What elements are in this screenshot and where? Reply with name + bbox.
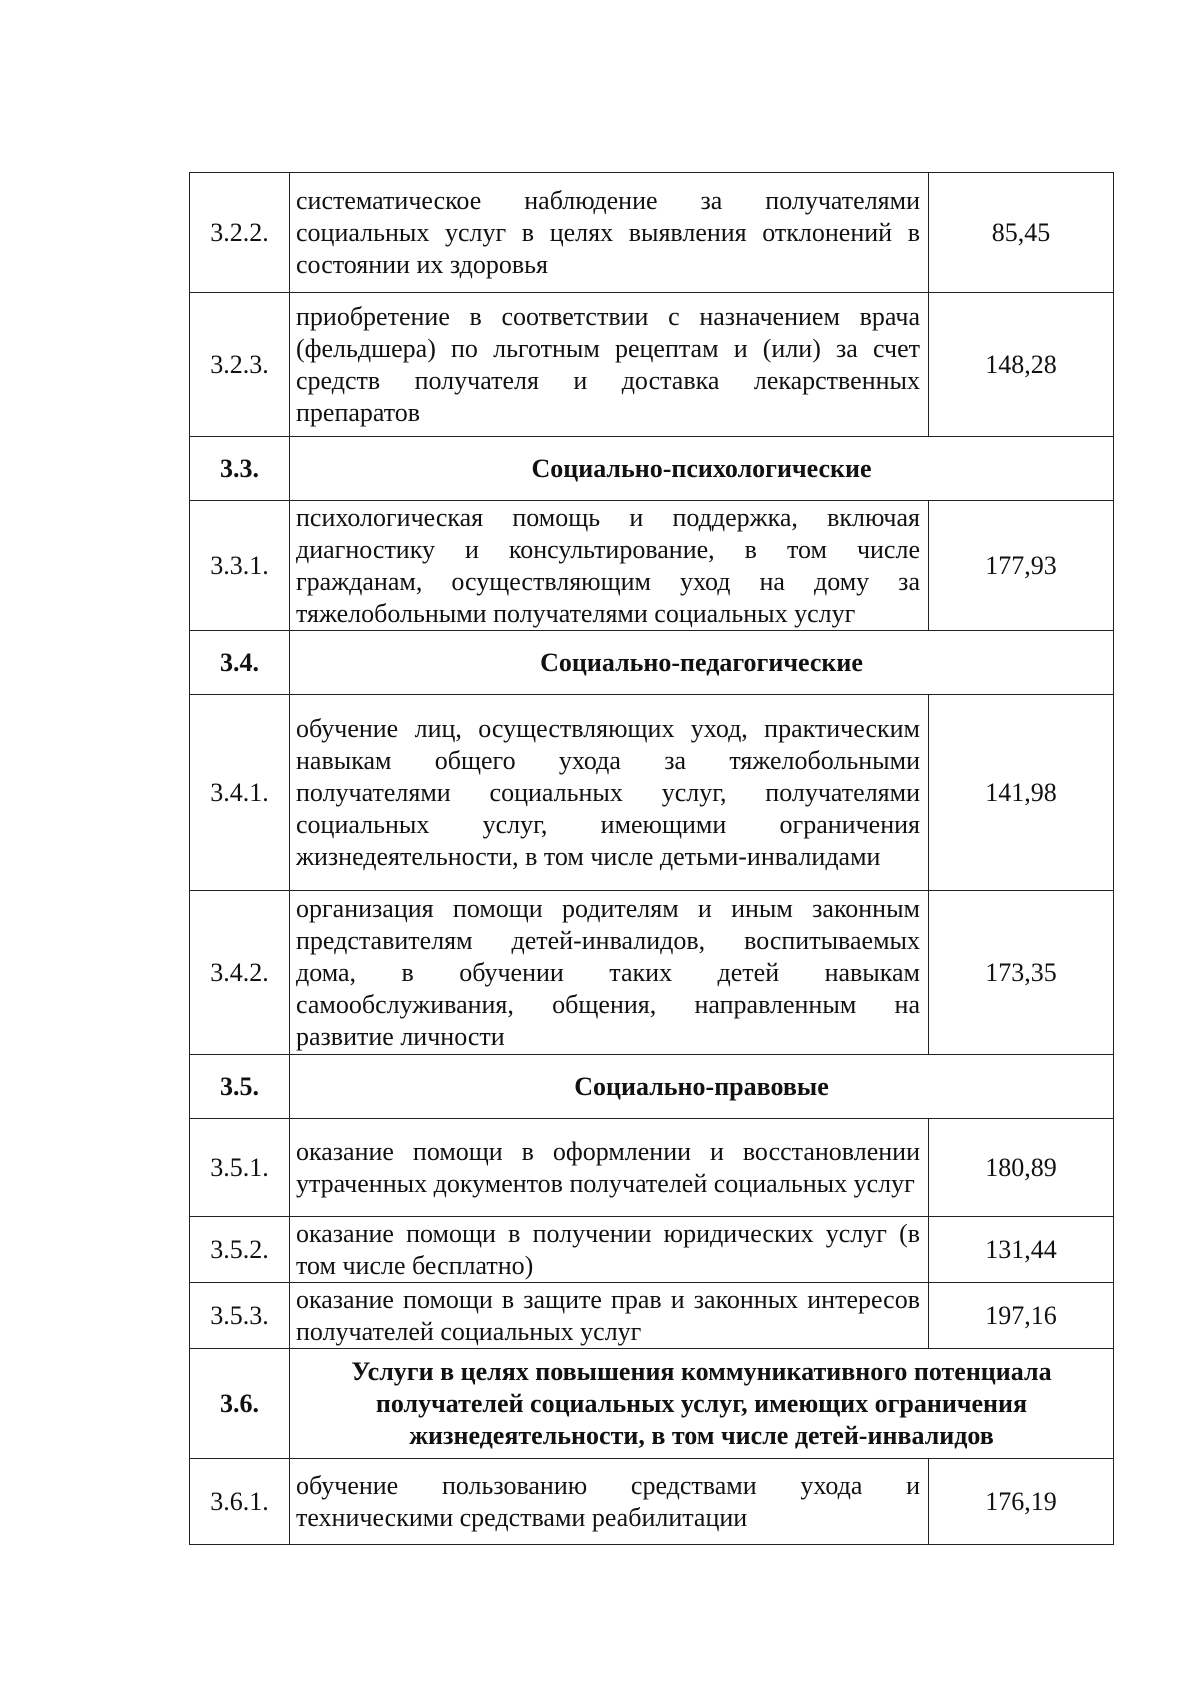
service-price: 141,98 (929, 695, 1114, 891)
service-description: организация помощи родителям и иным законным представителям детей-инвалидов, воспитываемых дома, в обучении таких детей навыкам самообслуживания, общения, направленным на развитие личности (290, 891, 929, 1055)
section-title: Социально-педагогические (290, 631, 1114, 695)
table-row (190, 1217, 1114, 1283)
section-number: 3.6. (190, 1349, 290, 1459)
service-number: 3.6.1. (190, 1459, 290, 1545)
section-number: 3.3. (190, 437, 290, 501)
service-number: 3.2.3. (190, 293, 290, 437)
table-row (190, 891, 1114, 1055)
section-row (190, 1349, 1114, 1459)
table-row (190, 1119, 1114, 1217)
table-body (190, 173, 1114, 1545)
section-row (190, 437, 1114, 501)
section-title: Услуги в целях повышения коммуникативного потенциала получателей социальных услуг, имеющих ограничения жизнедеятельности, в том числе детей-инвалидов (290, 1349, 1114, 1459)
service-description: психологическая помощь и поддержка, включая диагностику и консультирование, в том числе гражданам, осуществляющим уход на дому за тяжелобольными получателями социальных услуг (290, 501, 929, 631)
service-description: обучение лиц, осуществляющих уход, практическим навыкам общего ухода за тяжелобольными получателями социальных услуг, получателями социальных услуг, имеющими ограничения жизнедеятельности, в том числе детьми-инвалидами (290, 695, 929, 891)
service-description: обучение пользованию средствами ухода и техническими средствами реабилитации (290, 1459, 929, 1545)
section-number: 3.4. (190, 631, 290, 695)
table-row (190, 501, 1114, 631)
table-row (190, 173, 1114, 293)
service-price: 85,45 (929, 173, 1114, 293)
service-number: 3.4.2. (190, 891, 290, 1055)
section-row (190, 631, 1114, 695)
service-number: 3.5.1. (190, 1119, 290, 1217)
service-description: оказание помощи в защите прав и законных интересов получателей социальных услуг (290, 1283, 929, 1349)
section-title: Социально-психологические (290, 437, 1114, 501)
service-number: 3.5.2. (190, 1217, 290, 1283)
service-price: 176,19 (929, 1459, 1114, 1545)
service-description: систематическое наблюдение за получателями социальных услуг в целях выявления отклонений в состоянии их здоровья (290, 173, 929, 293)
services-tariff-table (189, 172, 1114, 1545)
service-description: оказание помощи в оформлении и восстановлении утраченных документов получателей социальных услуг (290, 1119, 929, 1217)
service-price: 173,35 (929, 891, 1114, 1055)
service-number: 3.2.2. (190, 173, 290, 293)
service-description: оказание помощи в получении юридических услуг (в том числе бесплатно) (290, 1217, 929, 1283)
service-price: 197,16 (929, 1283, 1114, 1349)
table-row (190, 1283, 1114, 1349)
section-title: Социально-правовые (290, 1055, 1114, 1119)
table-row (190, 1459, 1114, 1545)
section-row (190, 1055, 1114, 1119)
service-number: 3.4.1. (190, 695, 290, 891)
table-row (190, 695, 1114, 891)
service-number: 3.5.3. (190, 1283, 290, 1349)
service-price: 148,28 (929, 293, 1114, 437)
service-price: 177,93 (929, 501, 1114, 631)
section-number: 3.5. (190, 1055, 290, 1119)
service-price: 131,44 (929, 1217, 1114, 1283)
table-row (190, 293, 1114, 437)
service-number: 3.3.1. (190, 501, 290, 631)
service-price: 180,89 (929, 1119, 1114, 1217)
service-description: приобретение в соответствии с назначением врача (фельдшера) по льготным рецептам и (или) за счет средств получателя и доставка лекарственных препаратов (290, 293, 929, 437)
